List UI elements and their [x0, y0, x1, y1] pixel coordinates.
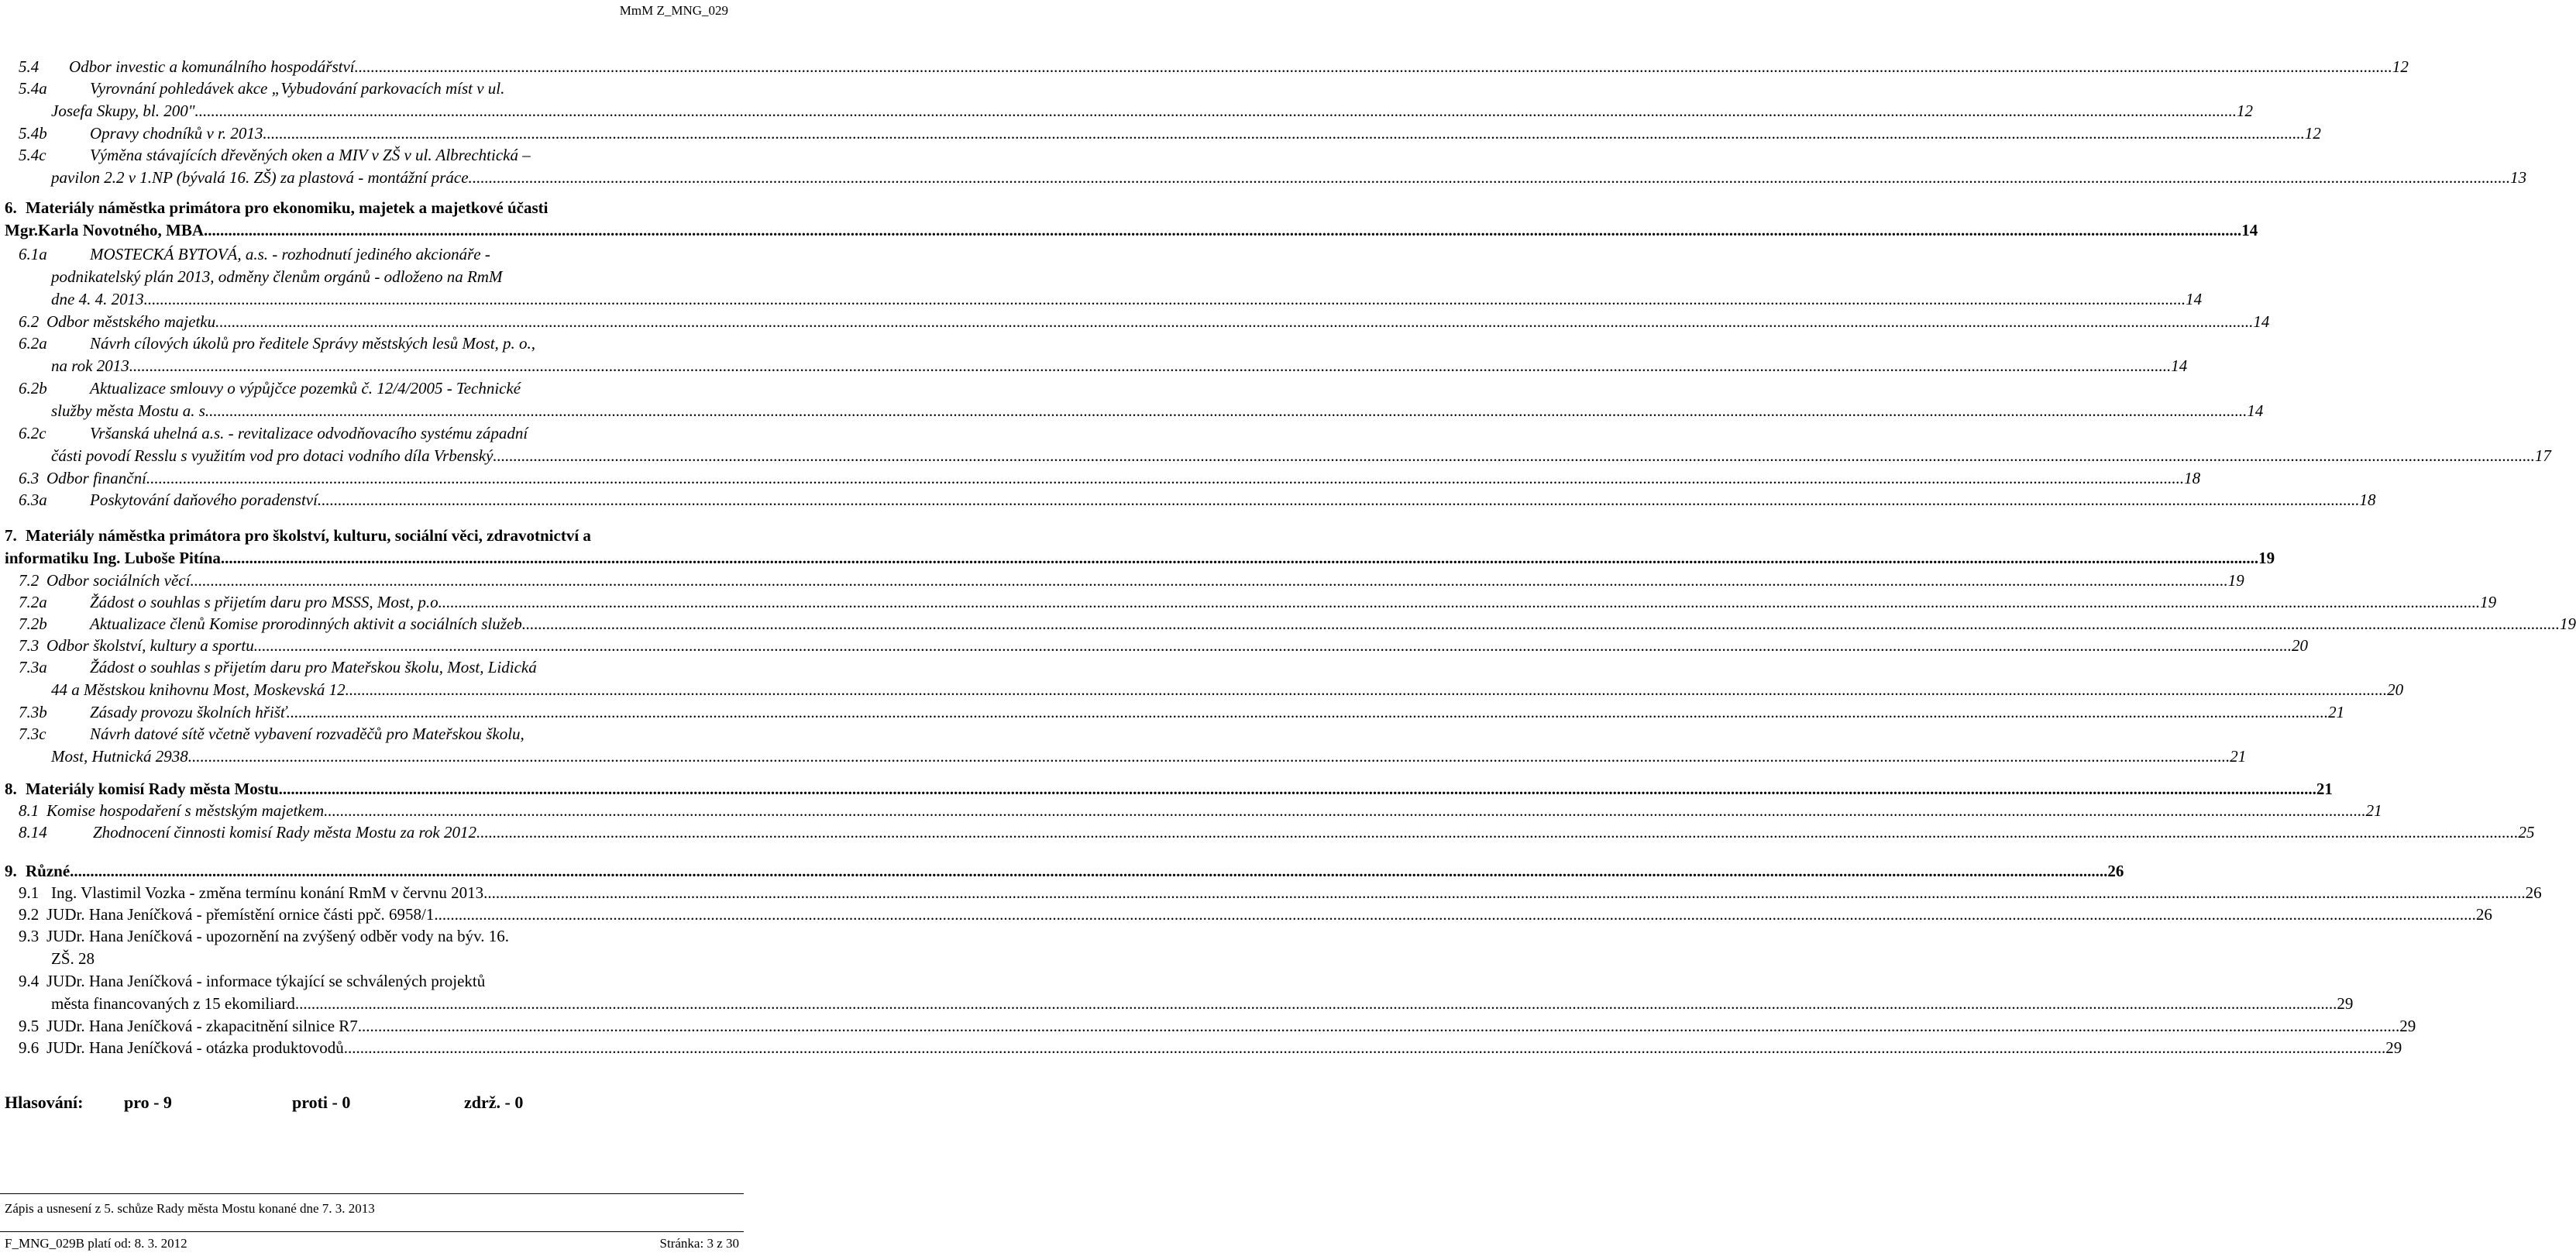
- toc-dot-leader: [473, 167, 2510, 189]
- toc-entry-title: Různé: [26, 862, 71, 880]
- toc-entry-title: Ing. Vlastimil Vozka - změna termínu konání RmM v červnu 2013.: [51, 883, 488, 902]
- toc-entry-title: Žádost o souhlas s přijetím daru pro Mateřskou školu, Most, Lidická: [90, 658, 537, 676]
- toc-entry-title: Josefa Skupy, bl. 200".: [51, 102, 199, 120]
- footer-minutes: Zápis a usnesení z 5. schůze Rady města Mostu konané dne 7. 3. 2013: [5, 1201, 375, 1216]
- toc-entry-number: 7.3a: [19, 658, 47, 676]
- toc-entry-title: informatiku Ing. Luboše Pitína: [5, 549, 221, 567]
- toc-entry-number: 8.14: [19, 823, 47, 842]
- toc-entry-page: 19: [2560, 614, 2576, 633]
- toc-entry-title: Výměna stávajících dřevěných oken a MIV v ZŠ v ul. Albrechtická –: [90, 146, 531, 164]
- toc-entry-number: 7.3b: [19, 703, 47, 721]
- footer-form-id: F_MNG_029B platí od: 8. 3. 2012: [5, 1236, 187, 1251]
- toc-entry-title: JUDr. Hana Jeníčková - otázka produktovodů.: [46, 1038, 348, 1057]
- toc-entry-page: 18: [2184, 469, 2201, 487]
- toc-dot-leader: [267, 122, 2305, 145]
- footer-divider: [0, 1193, 744, 1194]
- toc-entry-number: 6.2a: [19, 334, 47, 353]
- toc-entry-title: Aktualizace smlouvy o výpůjčce pozemků č. 12/4/2005 - Technické: [90, 379, 521, 398]
- toc-dot-leader: [192, 745, 2230, 768]
- toc-entry-title: Žádost o souhlas s přijetím daru pro MSSS, Most, p.o.: [90, 593, 442, 611]
- toc-entry-page: 14: [2171, 356, 2188, 375]
- toc-entry-number: 9.6: [19, 1038, 40, 1057]
- toc-entry-number: 6.: [5, 198, 17, 217]
- toc-entry-number: 6.1a: [19, 245, 47, 263]
- toc-entry-page: 29: [2399, 1017, 2416, 1035]
- toc-entry-number: 5.4b: [19, 124, 47, 143]
- toc-entry-title: Materiály komisí Rady města Mostu: [26, 780, 279, 798]
- toc-entry-page: 14: [2253, 312, 2270, 331]
- footer-page-number: Stránka: 3 z 30: [659, 1236, 739, 1251]
- toc-entry-title: Odbor školství, kultury a sportu: [46, 636, 254, 655]
- toc-entry-title: Vyrovnání pohledávek akce „Vybudování parkovacích míst v ul.: [90, 79, 505, 98]
- toc-entry-title: služby města Mostu a. s.: [51, 401, 210, 420]
- toc-entry-page: 13: [2510, 168, 2527, 187]
- document-code: MmM Z_MNG_029: [619, 3, 728, 18]
- toc-entry-title: Vršanská uhelná a.s. - revitalizace odvodňovacího systému západní: [90, 424, 528, 442]
- toc-entry-page: 12: [2392, 57, 2409, 76]
- toc-entry-number: 5.4c: [19, 146, 46, 164]
- toc-entry-title: Odbor finanční: [46, 469, 146, 487]
- toc-entry-number: 7.2b: [19, 614, 47, 633]
- toc-entry-title: Komise hospodaření s městským majetkem.: [46, 801, 328, 820]
- toc-dot-leader: [254, 635, 2292, 657]
- toc-dot-leader: [209, 400, 2247, 422]
- toc-entry-page: 21: [2230, 747, 2247, 766]
- toc-entry-page: 19: [2227, 571, 2244, 590]
- toc-entry-page: 25: [2518, 823, 2535, 842]
- toc-dot-leader: [279, 778, 2316, 800]
- toc-entry-title: Materiály náměstka primátora pro školství, kulturu, sociální věci, zdravotnictví a: [26, 526, 591, 545]
- toc-entry-page: 21: [2365, 801, 2382, 820]
- toc-dot-leader: [439, 904, 2476, 926]
- toc-entry-page: 14: [2186, 290, 2203, 308]
- vote-zdrz: zdrž. - 0: [464, 1093, 524, 1112]
- toc-entry-page: 20: [2292, 636, 2308, 655]
- toc-dot-leader: [348, 1037, 2385, 1059]
- toc-dot-leader: [328, 800, 2365, 822]
- toc-entry-page: 26: [2525, 883, 2542, 902]
- toc-dot-leader: [522, 613, 2560, 635]
- toc-dot-leader: [322, 489, 2359, 511]
- toc-entry-number: 9.5: [19, 1017, 40, 1035]
- toc-entry-number: 5.4a: [19, 79, 47, 98]
- toc-entry-number: 9.4: [19, 972, 40, 990]
- toc-entry-page: 29: [2337, 994, 2354, 1013]
- toc-dot-leader: [199, 100, 2237, 122]
- toc-entry-number: 7.2: [19, 571, 40, 590]
- toc-entry-number: 8.1: [19, 801, 40, 820]
- toc-entry-number: 9.1: [19, 883, 40, 902]
- toc-dot-leader: [362, 1015, 2399, 1038]
- toc-entry-number: 7.2a: [19, 593, 47, 611]
- toc-entry-number: 9.3: [19, 927, 40, 945]
- toc-dot-leader: [480, 821, 2518, 844]
- toc-entry-title: JUDr. Hana Jeníčková - přemístění ornice části ppč. 6958/1.: [46, 905, 439, 924]
- toc-entry-title: Mgr.Karla Novotného, MBA: [5, 221, 205, 239]
- toc-entry-title: pavilon 2.2 v 1.NP (bývalá 16. ZŠ) za plastová - montážní práce.: [51, 168, 473, 187]
- toc-entry-page: 14: [2247, 401, 2264, 420]
- toc-entry-number: 6.2c: [19, 424, 46, 442]
- toc-entry-title: Zásady provozu školních hřišť.: [90, 703, 291, 721]
- toc-dot-leader: [215, 311, 2253, 333]
- toc-entry-page: 12: [2304, 124, 2321, 143]
- toc-entry-page: 14: [2241, 221, 2258, 239]
- toc-entry-title: Odbor investic a komunálního hospodářství: [69, 57, 355, 76]
- toc-entry-title: JUDr. Hana Jeníčková - informace týkající se schválených projektů: [46, 972, 486, 990]
- toc-entry-title: JUDr. Hana Jeníčková - zkapacitnění silnice R7.: [46, 1017, 363, 1035]
- toc-entry-title: ZŠ. 28: [51, 949, 95, 968]
- toc-entry-title: Zhodnocení činnosti komisí Rady města Mostu za rok 2012.: [93, 823, 481, 842]
- toc-entry-title: Poskytování daňového poradenství.: [90, 491, 322, 509]
- toc-entry-page: 20: [2387, 680, 2404, 699]
- toc-entry-page: 21: [2328, 703, 2345, 721]
- toc-entry-page: 26: [2475, 905, 2492, 924]
- toc-dot-leader: [299, 993, 2337, 1015]
- toc-entry-title: Most, Hutnická 2938.: [51, 747, 192, 766]
- toc-entry-title: MOSTECKÁ BYTOVÁ, a.s. - rozhodnutí jediného akcionáře -: [90, 245, 490, 263]
- toc-entry-number: 6.2: [19, 312, 40, 331]
- toc-entry-title: Aktualizace členů Komise prorodinných aktivit a sociálních služeb: [90, 614, 522, 633]
- toc-dot-leader: [190, 570, 2227, 592]
- toc-dot-leader: [204, 219, 2241, 242]
- toc-entry-page: 19: [2480, 593, 2497, 611]
- toc-entry-title: podnikatelský plán 2013, odměny členům orgánů - odloženo na RmM: [51, 267, 503, 286]
- toc-entry-title: 44 a Městskou knihovnu Most, Moskevská 12.: [51, 680, 349, 699]
- toc-entry-title: města financovaných z 15 ekomiliard.: [51, 994, 300, 1013]
- toc-entry-title: Odbor sociálních věcí: [46, 571, 191, 590]
- toc-entry-title: části povodí Resslu s využitím vod pro dotaci vodního díla Vrbenský.: [51, 446, 497, 465]
- toc-dot-leader: [497, 445, 2535, 467]
- toc-dot-leader: [148, 288, 2186, 311]
- toc-entry-title: Materiály náměstka primátora pro ekonomiku, majetek a majetkové účasti: [26, 198, 549, 217]
- toc-entry-page: 17: [2534, 446, 2551, 465]
- toc-entry-page: 26: [2107, 862, 2124, 880]
- toc-entry-number: 7.3: [19, 636, 40, 655]
- toc-dot-leader: [355, 56, 2392, 78]
- toc-entry-title: Opravy chodníků v r. 2013.: [90, 124, 267, 143]
- toc-entry-number: 9.: [5, 862, 17, 880]
- toc-entry-number: 7.3c: [19, 725, 46, 743]
- toc-entry-title: Odbor městského majetku: [46, 312, 216, 331]
- toc-entry-number: 6.2b: [19, 379, 47, 398]
- vote-label: Hlasování:: [5, 1093, 84, 1112]
- toc-entry-number: 7.: [5, 526, 17, 545]
- toc-dot-leader: [70, 860, 2107, 883]
- toc-entry-page: 21: [2316, 780, 2333, 798]
- toc-dot-leader: [133, 355, 2171, 377]
- toc-entry-number: 6.3a: [19, 491, 47, 509]
- toc-entry-title: JUDr. Hana Jeníčková - upozornění na zvýšený odběr vody na býv. 16.: [46, 927, 509, 945]
- toc-entry-page: 19: [2258, 549, 2275, 567]
- toc-entry-page: 12: [2237, 102, 2254, 120]
- toc-dot-leader: [442, 591, 2480, 614]
- vote-proti: proti - 0: [292, 1093, 351, 1112]
- toc-dot-leader: [146, 467, 2184, 490]
- footer-divider-2: [0, 1231, 744, 1232]
- toc-entry-title: Návrh datové sítě včetně vybavení rozvaděčů pro Mateřskou školu,: [90, 725, 524, 743]
- toc-entry-page: 18: [2359, 491, 2376, 509]
- toc-entry-number: 5.4: [19, 57, 40, 76]
- toc-dot-leader: [221, 547, 2258, 570]
- toc-entry-number: 9.2: [19, 905, 40, 924]
- toc-entry-title: na rok 2013.: [51, 356, 133, 375]
- toc-dot-leader: [349, 679, 2387, 701]
- toc-entry-title: dne 4. 4. 2013.: [51, 290, 148, 308]
- toc-entry-title: Návrh cílových úkolů pro ředitele Správy městských lesů Most, p. o.,: [90, 334, 536, 353]
- toc-dot-leader: [291, 701, 2328, 724]
- toc-entry-number: 8.: [5, 780, 17, 798]
- toc-dot-leader: [487, 882, 2525, 904]
- vote-pro: pro - 9: [124, 1093, 172, 1112]
- toc-entry-number: 6.3: [19, 469, 40, 487]
- toc-entry-page: 29: [2385, 1038, 2402, 1057]
